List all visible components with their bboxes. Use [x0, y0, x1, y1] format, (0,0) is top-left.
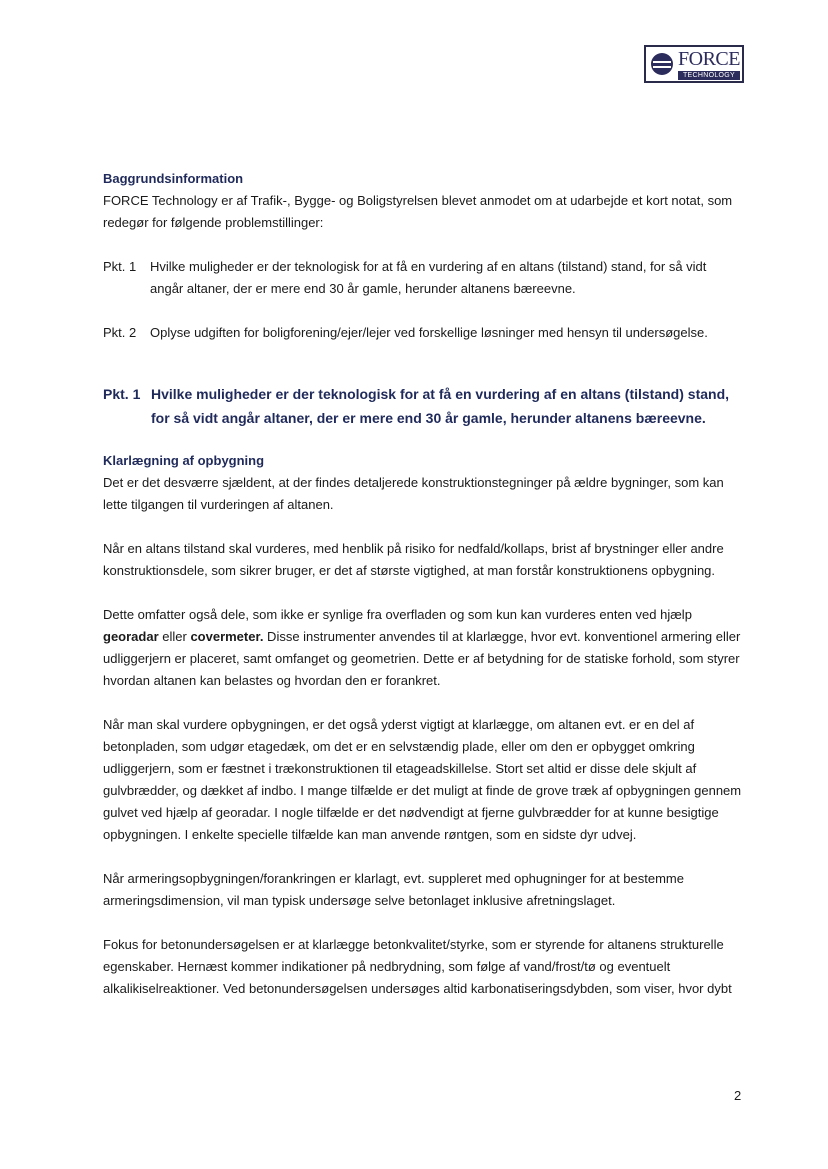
list-item-text: Oplyse udgiften for boligforening/ejer/lejer ved forskellige løsninger med hensyn til undersøgelse.	[150, 325, 708, 340]
page-number: 2	[734, 1088, 742, 1103]
list-item	[103, 256, 743, 300]
list-item-number: Pkt. 1	[103, 259, 137, 274]
section-heading	[103, 382, 743, 430]
paragraph-text: Dette omfatter også dele, som ikke er synlige fra overfladen og som kun kan vurderes enten ved hjælp	[103, 607, 692, 622]
list-item-number: Pkt. 2	[103, 325, 137, 340]
subheading: Klarlægning af opbygning	[103, 453, 265, 468]
globe-icon	[651, 53, 673, 75]
paragraph: Når man skal vurdere opbygningen, er det også yderst vigtigt at klarlægge, om altanen evt. er en del af betonpladen, som udgør etagedæk, om det er en selvstændig plade, eller om den er opbygget omkring udliggerjern, som er fæstnet i trækonstruktionen til etageadskillelse. Stort set altid er disse dele skjult af gulvbrædder, og dækket af indbo. I mange tilfælde er det muligt at finde de grove træk af opbygningen gennem gulvet ved hjælp af georadar. I nogle tilfælde er det nødvendigt at fjerne gulvbrædder for at kunne besigtige opbygningen. I enkelte specielle tilfælde kan man anvende røntgen, som en sidste dyr udvej.	[103, 717, 742, 842]
section-title: Hvilke muligheder er der teknologisk for at få en vurdering af en altans (tilstand) stand, for så vidt angår altaner, der er mere end 30 år gamle, herunder altanens bæreevne.	[151, 386, 730, 426]
force-technology-logo	[644, 45, 744, 83]
paragraph: Når en altans tilstand skal vurderes, med henblik på risiko for nedfald/kollaps, brist af brystninger eller andre konstruktionsdele, som sikrer bruger, er det af største vigtighed, at man forstår konstruktionens opbygning.	[103, 541, 724, 578]
background-paragraph: FORCE Technology er af Trafik-, Bygge- og Boligstyrelsen blevet anmodet om at udarbejde et kort notat, som redegør for følgende problemstillinger:	[103, 193, 733, 230]
list-item	[103, 322, 743, 344]
paragraph	[103, 604, 743, 692]
paragraph: Når armeringsopbygningen/forankringen er klarlagt, evt. suppleret med ophugninger for at bestemme armeringsdimension, vil man typisk undersøge selve betonlaget inklusive afretningslaget.	[103, 871, 684, 908]
bold-term: covermeter.	[190, 629, 264, 644]
paragraph-text: Disse instrumenter anvendes til at klarlægge, hvor evt. konventionel armering eller udliggerjern er placeret, samt omfanget og geometrien. Dette er af betydning for de statiske forhold, som styrer hvordan altanen kan belastes og hvordan den er forankret.	[103, 629, 741, 688]
logo-subtitle: TECHNOLOGY	[678, 71, 740, 80]
document-body	[103, 168, 743, 1000]
paragraph: Fokus for betonundersøgelsen er at klarlægge betonkvalitet/styrke, som er styrende for altanens strukturelle egenskaber. Hernæst kommer indikationer på nedbrydning, som følge af vand/frost/tø og eventuelt alkalikiselreaktioner. Ved betonundersøgelsen undersøges altid karbonatiseringsdybden, som viser, hvor dybt	[103, 937, 732, 996]
background-heading: Baggrundsinformation	[103, 171, 244, 186]
logo-wordmark: FORCE	[678, 48, 740, 70]
bold-term: georadar	[103, 629, 159, 644]
list-item-text: Hvilke muligheder er der teknologisk for at få en vurdering af en altans (tilstand) stand, for så vidt angår altaner, der er mere end 30 år gamle, herunder altanens bæreevne.	[150, 259, 707, 296]
paragraph: Det er det desværre sjældent, at der findes detaljerede konstruktionstegninger på ældre bygninger, som kan lette tilgangen til vurderingen af altanen.	[103, 475, 724, 512]
paragraph-text: eller	[158, 629, 191, 644]
section-number: Pkt. 1	[103, 386, 141, 402]
